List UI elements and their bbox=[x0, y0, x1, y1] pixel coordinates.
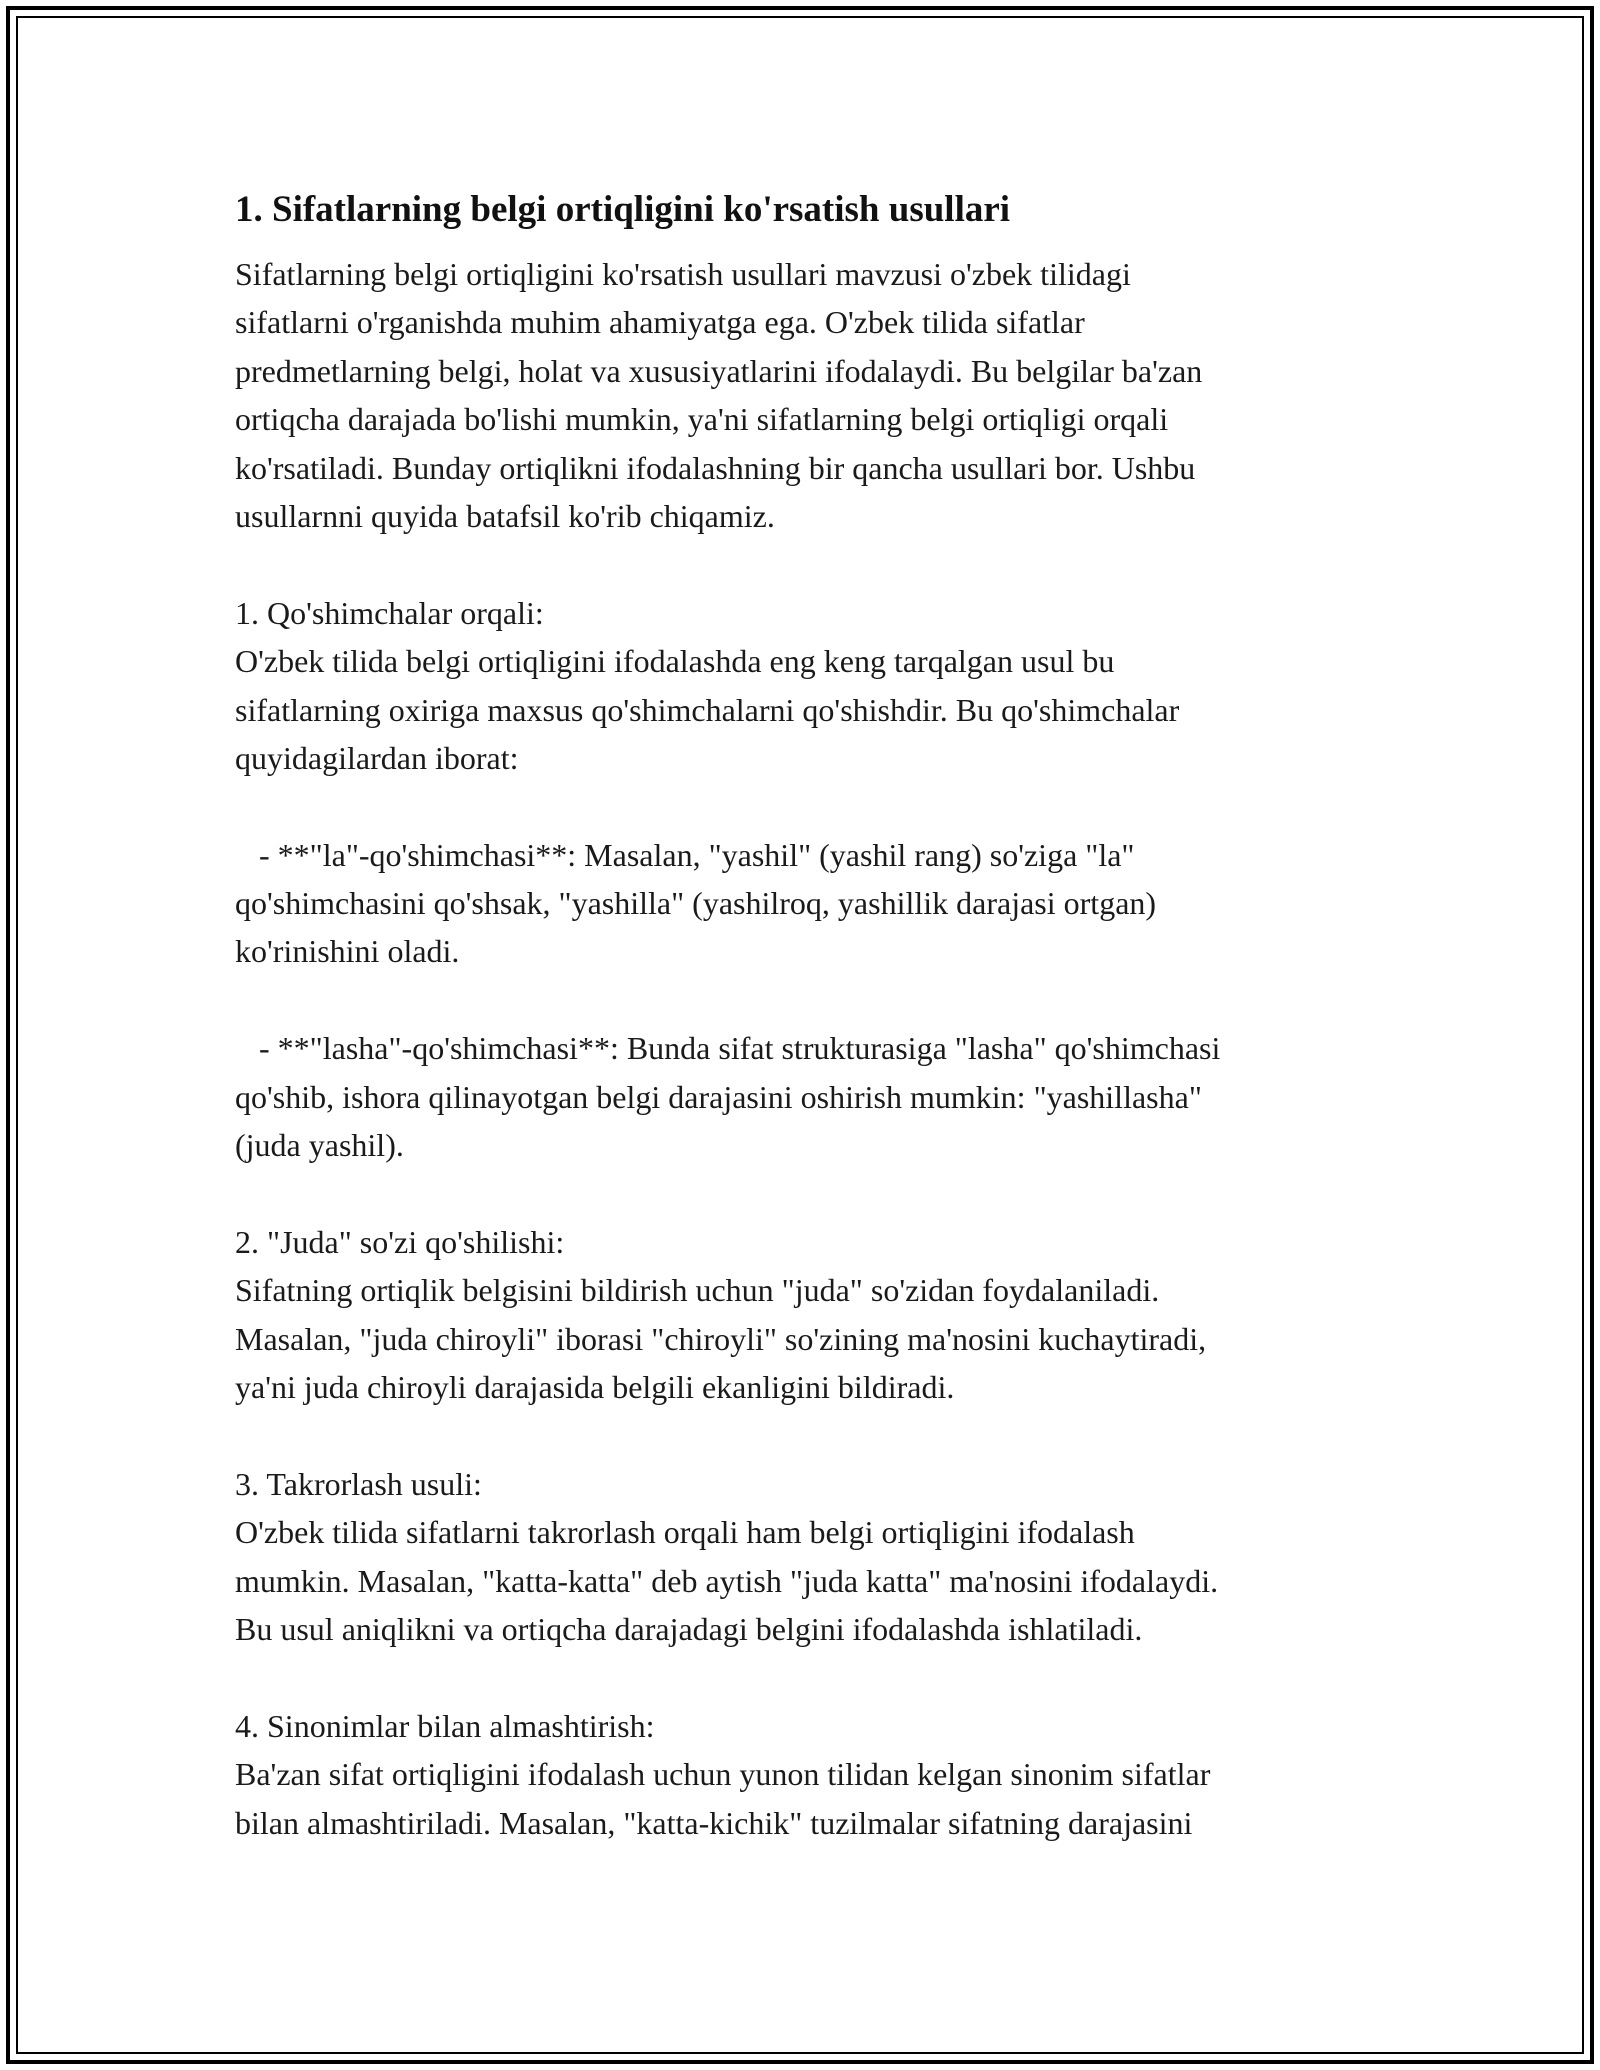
blank-line bbox=[235, 976, 1385, 1024]
text-line: mumkin. Masalan, "katta-katta" deb aytish "juda katta" ma'nosini ifodalaydi. bbox=[235, 1562, 1219, 1599]
blank-line bbox=[235, 782, 1385, 830]
text-line: Sifatning ortiqlik belgisini bildirish uchun "juda" so'zidan foydalaniladi. bbox=[235, 1272, 1160, 1309]
text-line: usullarnni quyida batafsil ko'rib chiqamiz. bbox=[235, 497, 775, 534]
blank-line bbox=[235, 1653, 1385, 1701]
text-line: sifatlarni o'rganishda muhim ahamiyatga ega. O'zbek tilida sifatlar bbox=[235, 304, 1085, 341]
blank-line bbox=[235, 1169, 1385, 1217]
text-line: qo'shimchasini qo'shsak, "yashilla" (yashilroq, yashillik darajasi ortgan) bbox=[235, 885, 1157, 922]
text-line: 1. Qo'shimchalar orqali: bbox=[235, 594, 544, 631]
text-line: quyidagilardan iborat: bbox=[235, 739, 519, 776]
text-line: Bu usul aniqlikni va ortiqcha darajadagi belgini ifodalashda ishlatiladi. bbox=[235, 1610, 1143, 1647]
text-line: Masalan, "juda chiroyli" iborasi "chiroyli" so'zining ma'nosini kuchaytiradi, bbox=[235, 1320, 1207, 1357]
text-line: predmetlarning belgi, holat va xususiyatlarini ifodalaydi. Bu belgilar ba'zan bbox=[235, 352, 1203, 389]
text-line: ortiqcha darajada bo'lishi mumkin, ya'ni sifatlarning belgi ortiqligi orqali bbox=[235, 401, 1169, 438]
text-line: O'zbek tilida sifatlarni takrorlash orqali ham belgi ortiqligini ifodalash bbox=[235, 1514, 1135, 1551]
text-line: qo'shib, ishora qilinayotgan belgi darajasini oshirish mumkin: "yashillasha" bbox=[235, 1078, 1202, 1115]
text-line: 3. Takrorlash usuli: bbox=[235, 1465, 482, 1502]
blank-line bbox=[235, 540, 1385, 588]
text-line: - **"lasha"-qo'shimchasi**: Bunda sifat strukturasiga "lasha" qo'shimchasi bbox=[235, 1030, 1221, 1067]
text-line: (juda yashil). bbox=[235, 1127, 404, 1164]
text-line: ko'rinishini oladi. bbox=[235, 933, 460, 970]
text-line: 4. Sinonimlar bilan almashtirish: bbox=[235, 1707, 655, 1744]
document-heading: 1. Sifatlarning belgi ortiqligini ko'rsatish usullari bbox=[235, 189, 1011, 230]
paragraph-lines bbox=[235, 250, 1385, 1847]
blank-line bbox=[235, 1411, 1385, 1459]
text-line: sifatlarning oxiriga maxsus qo'shimchalarni qo'shishdir. Bu qo'shimchalar bbox=[235, 691, 1180, 728]
text-line: Ba'zan sifat ortiqligini ifodalash uchun yunon tilidan kelgan sinonim sifatlar bbox=[235, 1756, 1211, 1793]
document-body bbox=[235, 186, 1385, 1847]
text-line: 2. "Juda" so'zi qo'shilishi: bbox=[235, 1223, 565, 1260]
text-line: ko'rsatiladi. Bunday ortiqlikni ifodalashning bir qancha usullari bor. Ushbu bbox=[235, 449, 1196, 486]
text-line: O'zbek tilida belgi ortiqligini ifodalashda eng keng tarqalgan usul bu bbox=[235, 643, 1115, 680]
text-line: bilan almashtiriladi. Masalan, "katta-kichik" tuzilmalar sifatning darajasini bbox=[235, 1804, 1193, 1841]
text-line: ya'ni juda chiroyli darajasida belgili ekanligini bildiradi. bbox=[235, 1368, 955, 1405]
text-line: - **"la"-qo'shimchasi**: Masalan, "yashil" (yashil rang) so'ziga "la" bbox=[235, 836, 1135, 873]
text-line: Sifatlarning belgi ortiqligini ko'rsatish usullari mavzusi o'zbek tilidagi bbox=[235, 256, 1131, 292]
